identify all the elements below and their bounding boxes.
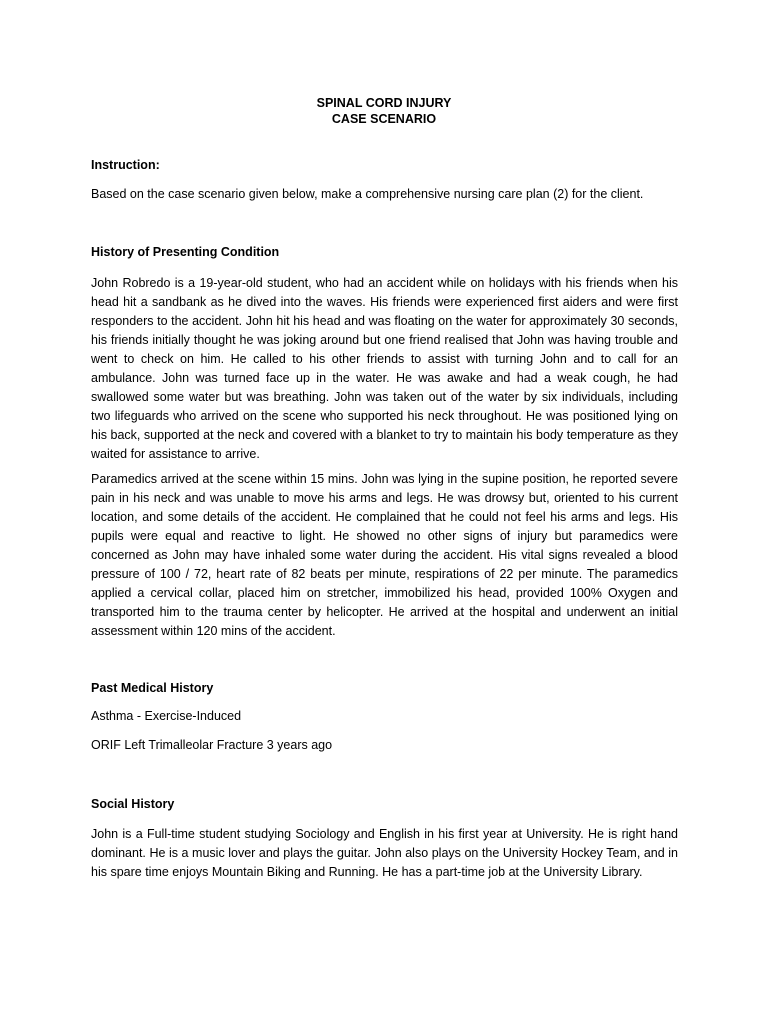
history-heading: History of Presenting Condition (91, 245, 280, 259)
instruction-text: Based on the case scenario given below, make a comprehensive nursing care plan (2) for the client. (91, 187, 644, 201)
document-subtitle: CASE SCENARIO (331, 112, 437, 126)
past-medical-history-item: ORIF Left Trimalleolar Fracture 3 years ago (91, 738, 333, 752)
instruction-heading: Instruction: (91, 158, 160, 172)
social-history-text: John is a Full-time student studying Sociology and English in his first year at University. He is right hand dominant. He is a music lover and plays the guitar. John also plays on the University Hockey Team, and in his spare time enjoys Mountain Biking and Running. He has a part-time job at the University Library. (91, 827, 678, 879)
document-title: SPINAL CORD INJURY (316, 96, 452, 110)
past-medical-history-heading: Past Medical History (91, 681, 214, 695)
social-history-heading: Social History (91, 797, 175, 811)
history-paragraph-1: John Robredo is a 19-year-old student, who had an accident while on holidays with his friends when his head hit a sandbank as he dived into the waves. His friends were experienced first aiders and were first responders to the accident. John hit his head and was floating on the water for approximately 30 seconds, his friends initially thought he was joking around but one friend realised that John was having trouble and went to check on him. He called to his other friends to assist with turning John and to call for an ambulance. John was turned face up in the water. He was awake and had a weak cough, he had swallowed some water but was breathing. John was taken out of the water by six individuals, including two lifeguards who arrived on the scene who supported his neck throughout. He was positioned lying on his back, supported at the neck and covered with a blanket to try to maintain his body temperature as they waited for assistance to arrive. (91, 276, 678, 461)
history-paragraph-2: Paramedics arrived at the scene within 15 mins. John was lying in the supine position, he reported severe pain in his neck and was unable to move his arms and legs. He was drowsy but, oriented to his current location, and some details of the accident. He complained that he could not feel his arms and legs. His pupils were equal and reactive to light. He showed no other signs of injury but paramedics were concerned as John may have inhaled some water during the accident. His vital signs revealed a blood pressure of 100 / 72, heart rate of 82 beats per minute, respirations of 22 per minute. The paramedics applied a cervical collar, placed him on stretcher, immobilized his head, provided 100% Oxygen and transported him to the trauma center by helicopter. He arrived at the hospital and underwent an initial assessment within 120 mins of the accident. (91, 472, 678, 638)
past-medical-history-item: Asthma - Exercise-Induced (91, 709, 242, 723)
